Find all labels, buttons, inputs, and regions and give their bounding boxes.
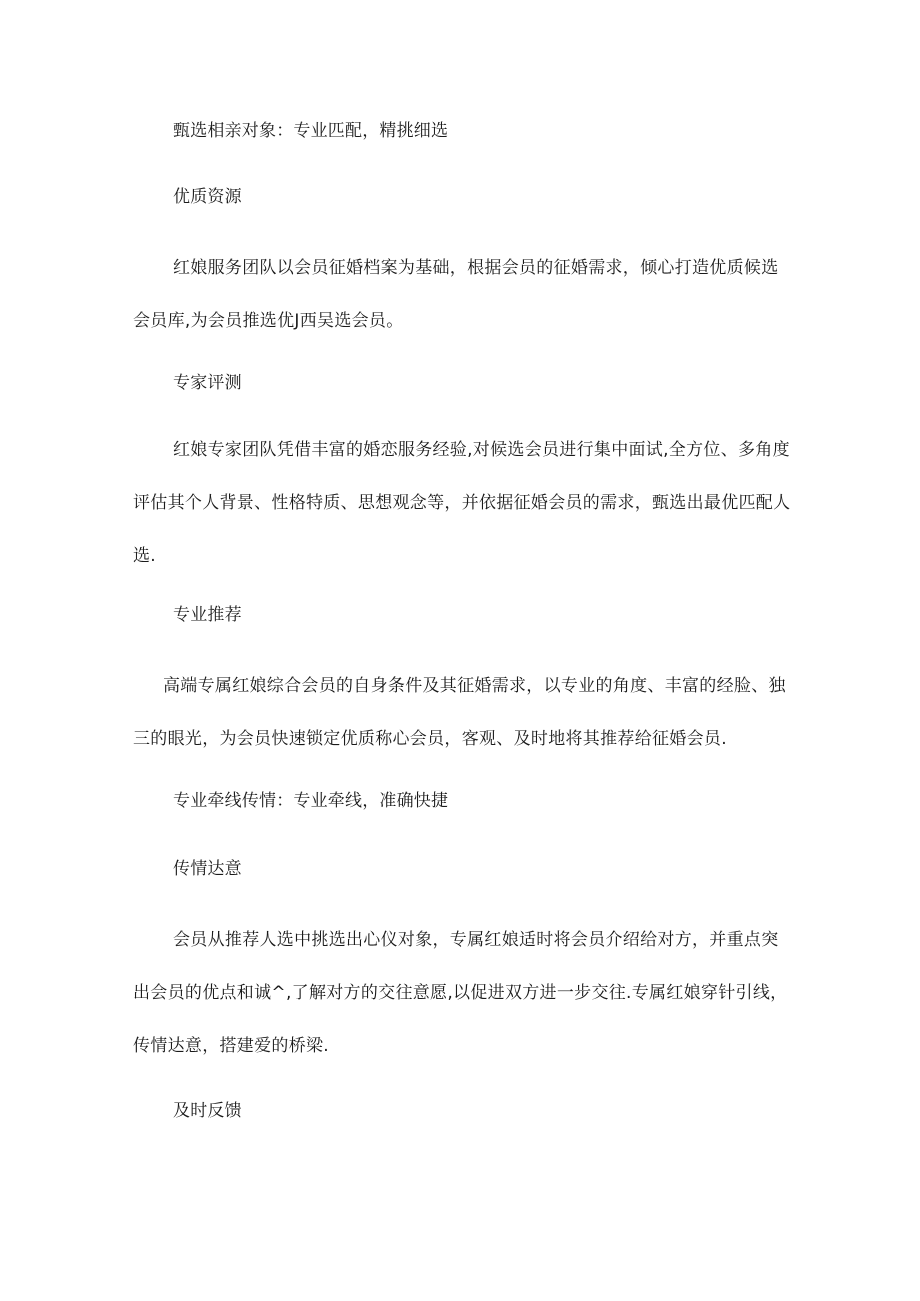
section-heading-professional-recommendation: 专业推荐 <box>173 605 242 625</box>
section-heading-expert-evaluation: 专家评测 <box>173 373 242 393</box>
section-heading-selection: 甄选相亲对象：专业匹配，精挑细选 <box>173 121 449 141</box>
section-heading-timely-feedback: 及时反馈 <box>173 1101 242 1121</box>
paragraph-quality-resources: 红娘服务团队以会员征婚档案为基础，根据会员的征婚需求，倾心打造优质候选会员库,为会员推选优J西吴选会员。 <box>133 258 779 331</box>
section-heading-convey-feelings: 传情达意 <box>173 859 242 879</box>
paragraph-convey-feelings: 会员从推荐人选中挑选出心仪对象，专属红娘适时将会员介绍给对方，并重点突出会员的优点和诚^,了解对方的交往意愿,以促进双方进一步交往.专属红娘穿针引线，传情达意，搭建爱的桥梁. <box>133 930 788 1056</box>
section-heading-matchmaking: 专业牵线传情：专业牵线，准确快捷 <box>173 791 449 811</box>
paragraph-professional-recommendation: 高端专属红娘综合会员的自身条件及其征婚需求，以专业的角度、丰富的经脸、独三的眼光，为会员快速锁定优质称心会员，客观、及时地将其推荐给征婚会员. <box>133 676 786 749</box>
paragraph-expert-evaluation: 红娘专家团队凭借丰富的婚恋服务经验,对候选会员进行集中面试,全方位、多角度评估其个人背景、性格特质、思想观念等，并依据征婚会员的需求，甄选出最优匹配人选. <box>133 440 791 566</box>
section-heading-quality-resources: 优质资源 <box>173 187 242 207</box>
